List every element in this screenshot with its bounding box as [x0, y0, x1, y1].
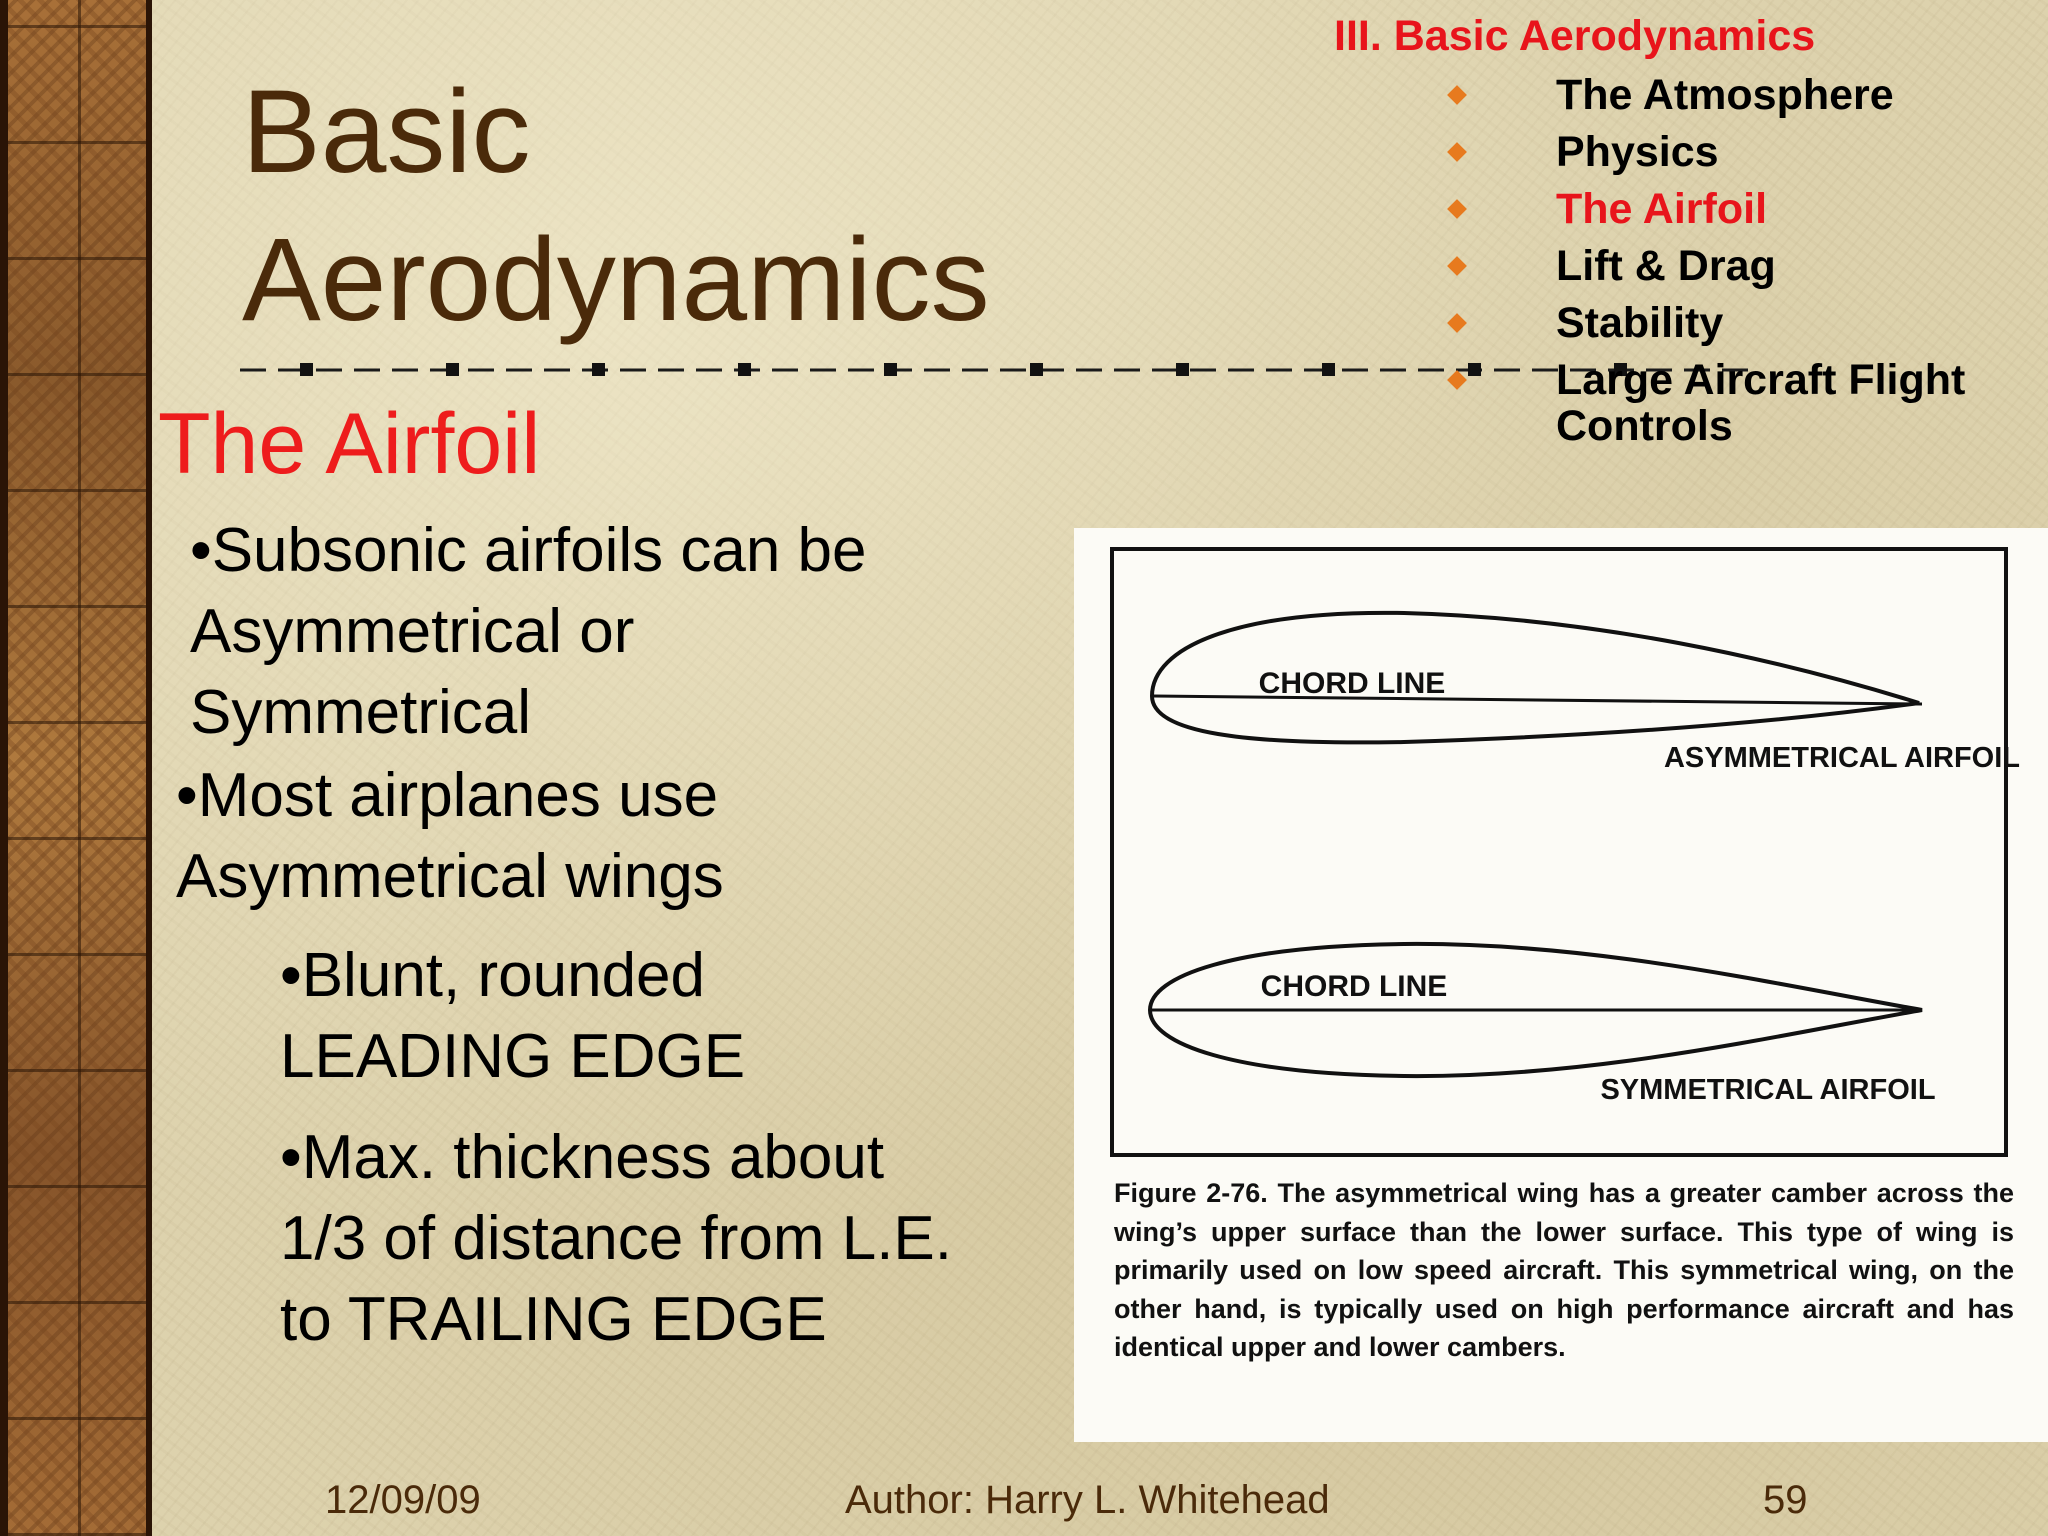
- chord-line-label: CHORD LINE: [1260, 970, 1448, 1003]
- divider-marker: [1322, 363, 1335, 376]
- bullet-text: Symmetrical: [190, 678, 532, 747]
- nav-item-label: Stability: [1556, 299, 1724, 347]
- footer-author: Author: Harry L. Whitehead: [845, 1478, 1330, 1522]
- slide-title: [242, 58, 990, 354]
- section-heading: The Airfoil: [158, 396, 541, 492]
- nav-item-label: Physics: [1556, 128, 1719, 176]
- footer-page-number: 59: [1763, 1478, 1808, 1522]
- divider-marker: [738, 363, 751, 376]
- symmetrical-airfoil: [1150, 944, 1936, 1106]
- chord-line-label: CHORD LINE: [1258, 667, 1446, 700]
- nav-item-label: The Atmosphere: [1556, 71, 1894, 119]
- airfoil-figure: [1074, 528, 2048, 1442]
- divider-marker: [884, 363, 897, 376]
- nav-item-label: Lift & Drag: [1556, 242, 1776, 290]
- decorative-border: [0, 0, 152, 1536]
- divider-marker: [446, 363, 459, 376]
- bullet-text: Asymmetrical or: [190, 597, 635, 666]
- footer-date: 12/09/09: [325, 1478, 481, 1522]
- bullet-text: •Blunt, rounded: [280, 941, 706, 1010]
- nav-item-label: Controls: [1556, 402, 1733, 450]
- divider-marker: [300, 363, 313, 376]
- divider-marker: [1030, 363, 1043, 376]
- airfoil-name-label: SYMMETRICAL AIRFOIL: [1600, 1074, 1936, 1106]
- nav-item-label: Large Aircraft Flight: [1556, 356, 1966, 404]
- dashed-divider: [240, 355, 1760, 385]
- slide-title-line-2: Aerodynamics: [242, 214, 990, 346]
- bullet-text: •Subsonic airfoils can be: [190, 516, 867, 585]
- asymmetrical-airfoil: [1152, 613, 2020, 774]
- divider-marker: [1176, 363, 1189, 376]
- bullet-text: Asymmetrical wings: [176, 842, 724, 911]
- nav-heading: III. Basic Aerodynamics: [1334, 12, 1816, 60]
- bullet-text: 1/3 of distance from L.E.: [280, 1204, 953, 1273]
- airfoil-diagram: [1074, 528, 2048, 1168]
- divider-marker: [1468, 363, 1481, 376]
- divider-marker: [592, 363, 605, 376]
- nav-item-label: The Airfoil: [1556, 185, 1768, 233]
- slide-title-line-1: Basic: [242, 66, 531, 198]
- bullet-text: to TRAILING EDGE: [280, 1285, 827, 1354]
- bullet-text: LEADING EDGE: [280, 1022, 746, 1091]
- bullet-text: •Max. thickness about: [280, 1123, 885, 1192]
- bullet-text: •Most airplanes use: [176, 761, 719, 830]
- airfoil-name-label: ASYMMETRICAL AIRFOIL: [1663, 742, 2021, 774]
- figure-caption: Figure 2-76. The asymmetrical wing has a greater camber across the wing’s upper surface than the lower surface. This type of wing is primarily used on low speed aircraft. This symmetrical wing, on the other hand, is typically used on high performance aircraft and has identical upper and lower cambers.: [1114, 1178, 2014, 1362]
